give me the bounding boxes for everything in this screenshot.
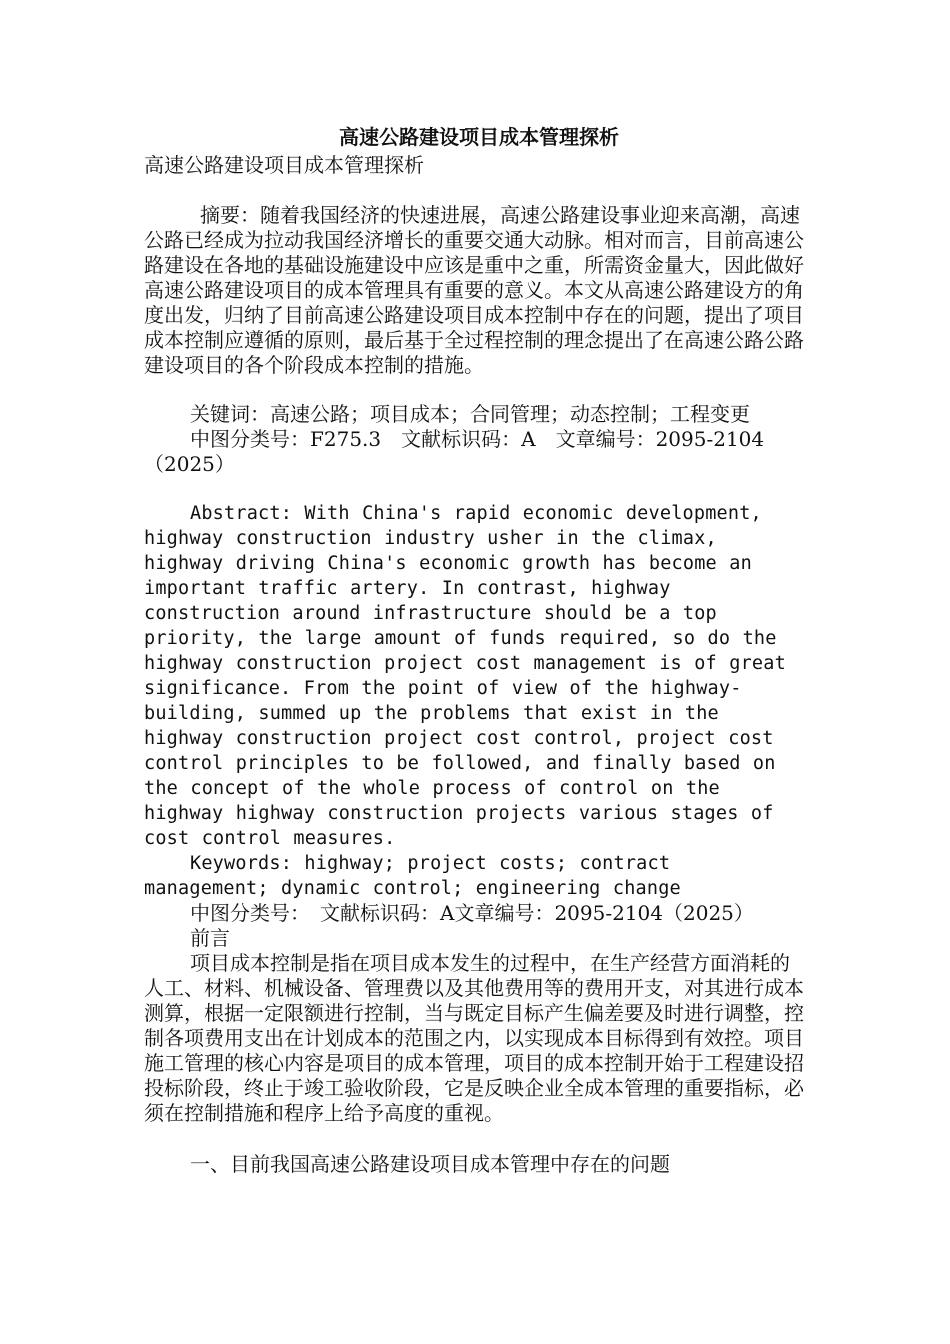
preface-heading: 前言 [190,926,230,950]
classification-cn: 中图分类号：F275.3 文献标识码：A 文章编号：2095-2104（2025） [144,427,765,476]
abstract-en: Abstract: With China's rapid economic development, highway construction industry usher in the climax, highway driving China's economic growth has become an important traffic artery. In contrast, highway construction around infrastructure should be a top priority, the large amount of funds required, so do the highway construction project cost management is of great significance. From the point of view of the highway-building, summed up the problems that exist in the highway construction project cost control, project cost control principles to be followed, and finally based on the concept of the whole process of control on the highway highway construction projects various stages of cost control measures. [144,503,786,849]
document-title: 高速公路建设项目成本管理探析 [339,125,619,149]
document-page [144,122,806,1177]
classification-en: 中图分类号： 文献标识码：A文章编号：2095-2104（2025） [190,901,754,925]
document-subtitle: 高速公路建设项目成本管理探析 [144,153,424,177]
keywords-cn: 关键词：高速公路；项目成本；合同管理；动态控制；工程变更 [190,402,750,426]
section-heading: 一、目前我国高速公路建设项目成本管理中存在的问题 [190,1152,670,1176]
abstract-cn: 摘要：随着我国经济的快速进展，高速公路建设事业迎来高潮，高速公路已经成为拉动我国经济增长的重要交通大动脉。相对而言，目前高速公路建设在各地的基础设施建设中应该是重中之重，所需资金量大，因此做好高速公路建设项目的成本管理具有重要的意义。本文从高速公路建设方的角度出发，归纳了目前高速公路建设项目成本控制中存在的问题，提出了项目成本控制应遵循的原则，最后基于全过程控制的理念提出了在高速公路公路建设项目的各个阶段成本控制的措施。 [144,203,804,377]
keywords-en: Keywords: highway; project costs; contract management; dynamic control; engineering change [144,853,681,899]
preface-body: 项目成本控制是指在项目成本发生的过程中，在生产经营方面消耗的人工、材料、机械设备、管理费以及其他费用等的费用开支，对其进行成本测算，根据一定限额进行控制，当与既定目标产生偏差要及时进行调整，控制各项费用支出在计划成本的范围之内，以实现成本目标得到有效控。项目施工管理的核心内容是项目的成本管理，项目的成本控制开始于工程建设招投标阶段，终止于竣工验收阶段，它是反映企业全成本管理的重要指标，必须在控制措施和程序上给予高度的重视。 [144,951,804,1125]
